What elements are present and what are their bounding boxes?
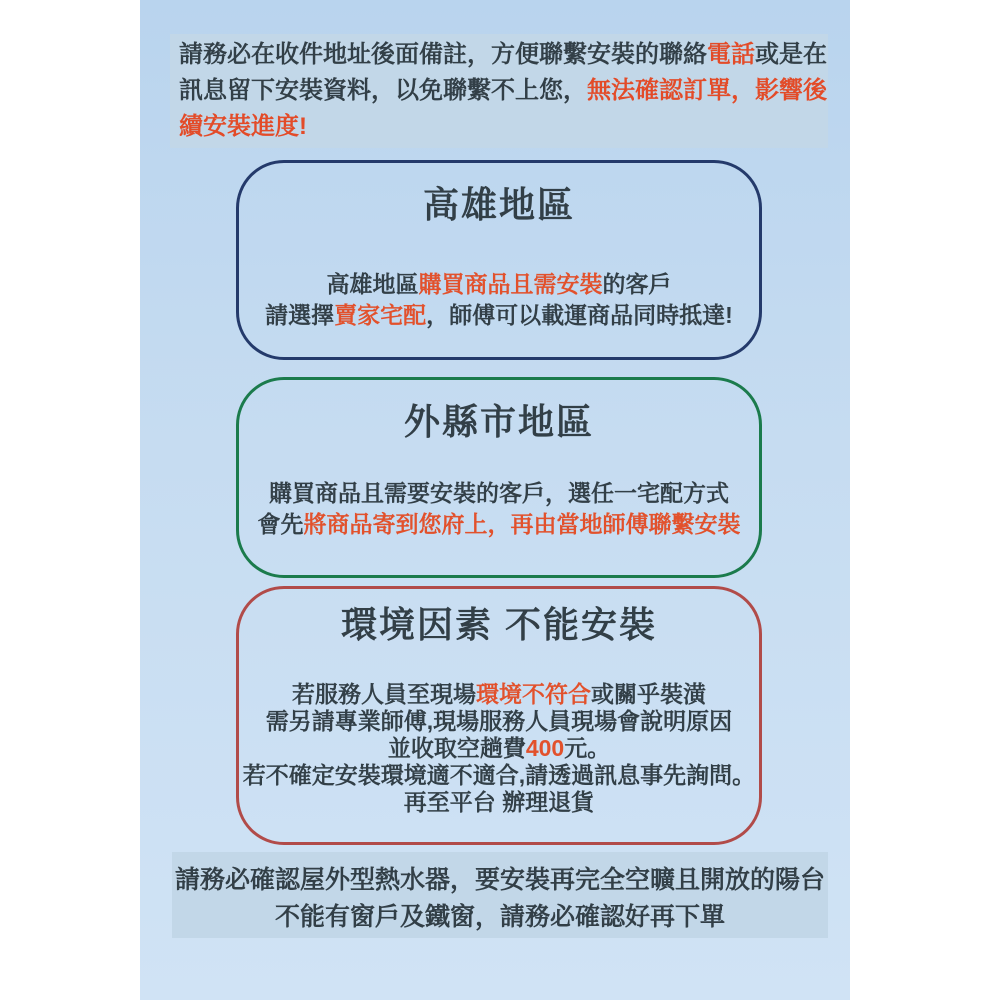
text-segment: 不能有窗戶及鐵窗，請務必確認好再下單	[274, 903, 725, 931]
text-segment: 或關乎裝潢	[591, 681, 706, 707]
kaohsiung-box-title: 高雄地區	[422, 184, 575, 225]
environment-box-body	[239, 681, 759, 816]
highlight-segment: 購買商品且需安裝	[418, 271, 603, 297]
kaohsiung-box	[236, 160, 762, 360]
bottom-notice-line-2	[172, 899, 828, 936]
highlight-segment: 續安裝進度!	[179, 113, 307, 140]
body-line	[239, 762, 759, 789]
text-segment: 再至平台 辦理退貨	[403, 789, 595, 815]
body-line	[239, 269, 759, 300]
text-segment: 訊息留下安裝資料，以免聯繫不上您，	[179, 77, 587, 104]
text-segment: 購買商品且需要安裝的客戶，選任一宅配方式	[269, 480, 729, 506]
top-notice-line-3	[179, 109, 828, 145]
top-notice-line-2	[179, 73, 828, 109]
body-line	[239, 708, 759, 735]
environment-box-title: 環境因素 不能安裝	[340, 604, 657, 645]
top-notice	[170, 34, 828, 148]
highlight-segment: 400	[525, 735, 565, 761]
body-line	[239, 509, 759, 540]
environment-box	[236, 586, 762, 845]
content-column	[140, 0, 850, 1000]
text-segment: 會先	[257, 511, 304, 537]
text-segment: 若服務人員至現場	[292, 681, 476, 707]
body-line	[239, 735, 759, 762]
text-segment: 需另請專業師傅,現場服務人員現場會說明原因	[265, 708, 733, 734]
highlight-segment: 將商品寄到您府上，再由當地師傅聯繫安裝	[303, 511, 741, 537]
highlight-segment: 賣家宅配	[334, 302, 427, 328]
other-counties-box-title: 外縣市地區	[403, 401, 594, 442]
text-segment: ，師傅可以載運商品同時抵達!	[426, 302, 733, 328]
highlight-segment: 無法確認訂單，影響後	[587, 77, 827, 104]
text-segment: 或是在	[755, 41, 827, 68]
highlight-segment: 環境不符合	[476, 681, 591, 707]
text-segment: 若不確定安裝環境適不適合,請透過訊息事先詢問。	[242, 762, 756, 788]
body-line	[239, 681, 759, 708]
text-segment: 請務必確認屋外型熱水器，要安裝再完全空曠且開放的陽台	[174, 866, 825, 894]
bottom-notice-line-1	[172, 862, 828, 899]
body-line	[239, 789, 759, 816]
other-counties-box	[236, 377, 762, 578]
body-line	[239, 478, 759, 509]
text-segment: 的客戶	[602, 271, 672, 297]
text-segment: 元。	[564, 735, 611, 761]
kaohsiung-box-body	[239, 269, 759, 331]
bottom-notice	[172, 852, 828, 938]
text-segment: 並收取空趟費	[387, 735, 526, 761]
text-segment: 高雄地區	[326, 271, 419, 297]
text-segment: 請務必在收件地址後面備註，方便聯繫安裝的聯絡	[179, 41, 707, 68]
other-counties-box-body	[239, 478, 759, 540]
top-notice-line-1	[179, 37, 828, 73]
text-segment: 請選擇	[265, 302, 335, 328]
highlight-segment: 電話	[707, 41, 755, 68]
body-line	[239, 300, 759, 331]
